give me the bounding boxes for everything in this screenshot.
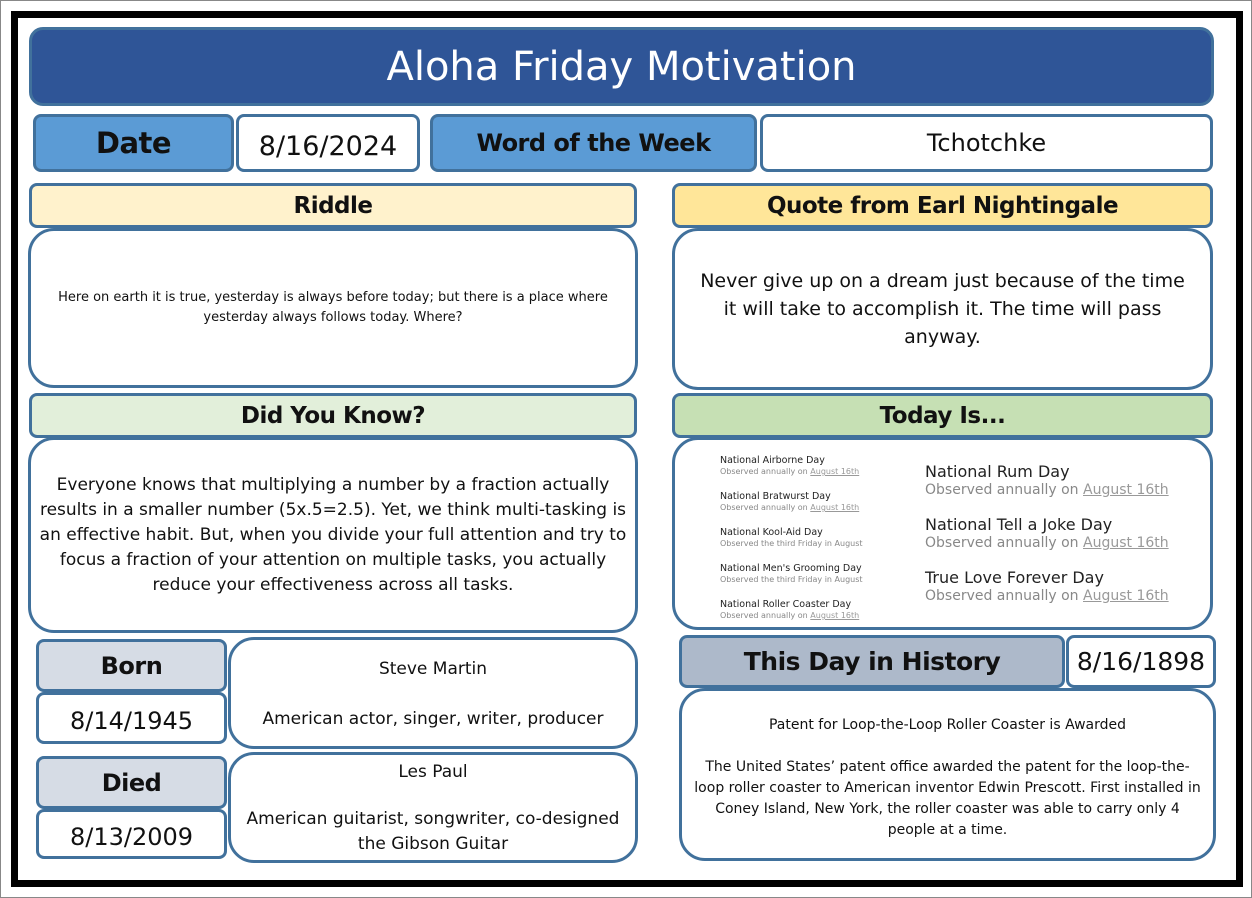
today-item-name: National Bratwurst Day — [720, 491, 831, 502]
today-item-observed: Observed the third Friday in August — [720, 575, 863, 584]
born-date: 8/14/1945 — [36, 692, 227, 744]
page-title: Aloha Friday Motivation — [29, 27, 1214, 106]
today-big-list — [925, 462, 1205, 621]
born-label: Born — [36, 639, 227, 692]
today-item-observed: Observed annually on — [720, 467, 811, 476]
date-value: 8/16/2024 — [236, 114, 420, 172]
died-label: Died — [36, 756, 227, 809]
today-item-name: National Rum Day — [925, 462, 1070, 481]
today-item-link[interactable]: August 16th — [810, 611, 860, 620]
quote-text: Never give up on a dream just because of the time it will take to accomplish it. The time will pass anyway. — [672, 228, 1213, 390]
today-item-link[interactable]: August 16th — [1083, 588, 1169, 604]
today-item-link[interactable]: August 16th — [1083, 482, 1169, 498]
history-text: The United States’ patent office awarded the patent for the loop-the-loop roller coaster to American inventor Edwin Prescott. First installed in Coney Island, New York, the roller coaster was able to carry only 4 people at a time. — [694, 759, 1201, 838]
today-item-name: National Airborne Day — [720, 455, 825, 466]
born-desc: American actor, singer, writer, producer — [262, 709, 604, 729]
today-item-observed: Observed annually on — [720, 611, 811, 620]
today-item-observed: Observed annually on — [925, 588, 1083, 604]
riddle-text: Here on earth it is true, yesterday is always before today; but there is a place where yesterday always follows today. Where? — [28, 228, 638, 388]
today-item — [925, 515, 1205, 553]
history-panel — [679, 688, 1216, 861]
today-item-name: National Kool-Aid Day — [720, 527, 823, 538]
died-info — [228, 752, 638, 863]
today-item-observed: Observed the third Friday in August — [720, 539, 863, 548]
today-item-link[interactable]: August 16th — [810, 503, 860, 512]
today-item — [720, 599, 910, 621]
today-item-link[interactable]: August 16th — [1083, 535, 1169, 551]
history-headline: Patent for Loop-the-Loop Roller Coaster is Awarded — [768, 717, 1127, 733]
word-of-week-label: Word of the Week — [430, 114, 757, 172]
today-item-link[interactable]: August 16th — [810, 467, 860, 476]
today-item-name: National Men's Grooming Day — [720, 563, 862, 574]
today-item-name: National Roller Coaster Day — [720, 599, 852, 610]
date-label: Date — [33, 114, 234, 172]
died-date: 8/13/2009 — [36, 809, 227, 859]
did-you-know-header: Did You Know? — [29, 393, 637, 438]
riddle-header: Riddle — [29, 183, 637, 228]
today-item — [925, 462, 1205, 500]
did-you-know-text: Everyone knows that multiplying a number by a fraction actually results in a smaller number (5x.5=2.5). Yet, we think multi-tasking is an effective habit. But, when you divide your full attention and try to focus a fraction of your attention on multiple tasks, you actually reduce your effectiveness across all tasks. — [28, 437, 638, 633]
today-item — [720, 563, 910, 585]
history-header: This Day in History — [679, 635, 1065, 688]
today-small-list — [720, 455, 910, 635]
quote-header: Quote from Earl Nightingale — [672, 183, 1213, 228]
history-date: 8/16/1898 — [1066, 635, 1216, 688]
today-item-observed: Observed annually on — [925, 535, 1083, 551]
today-item — [925, 568, 1205, 606]
today-is-header: Today Is... — [672, 393, 1213, 438]
today-item — [720, 527, 910, 549]
born-name: Steve Martin — [378, 659, 488, 679]
today-item — [720, 491, 910, 513]
today-item — [720, 455, 910, 477]
word-of-week-value: Tchotchke — [760, 114, 1213, 172]
died-desc: American guitarist, songwriter, co-designed the Gibson Guitar — [246, 809, 620, 854]
born-info — [228, 637, 638, 749]
today-item-observed: Observed annually on — [925, 482, 1083, 498]
today-item-observed: Observed annually on — [720, 503, 811, 512]
died-name: Les Paul — [398, 762, 468, 782]
today-item-name: True Love Forever Day — [925, 568, 1104, 587]
today-item-name: National Tell a Joke Day — [925, 515, 1113, 534]
